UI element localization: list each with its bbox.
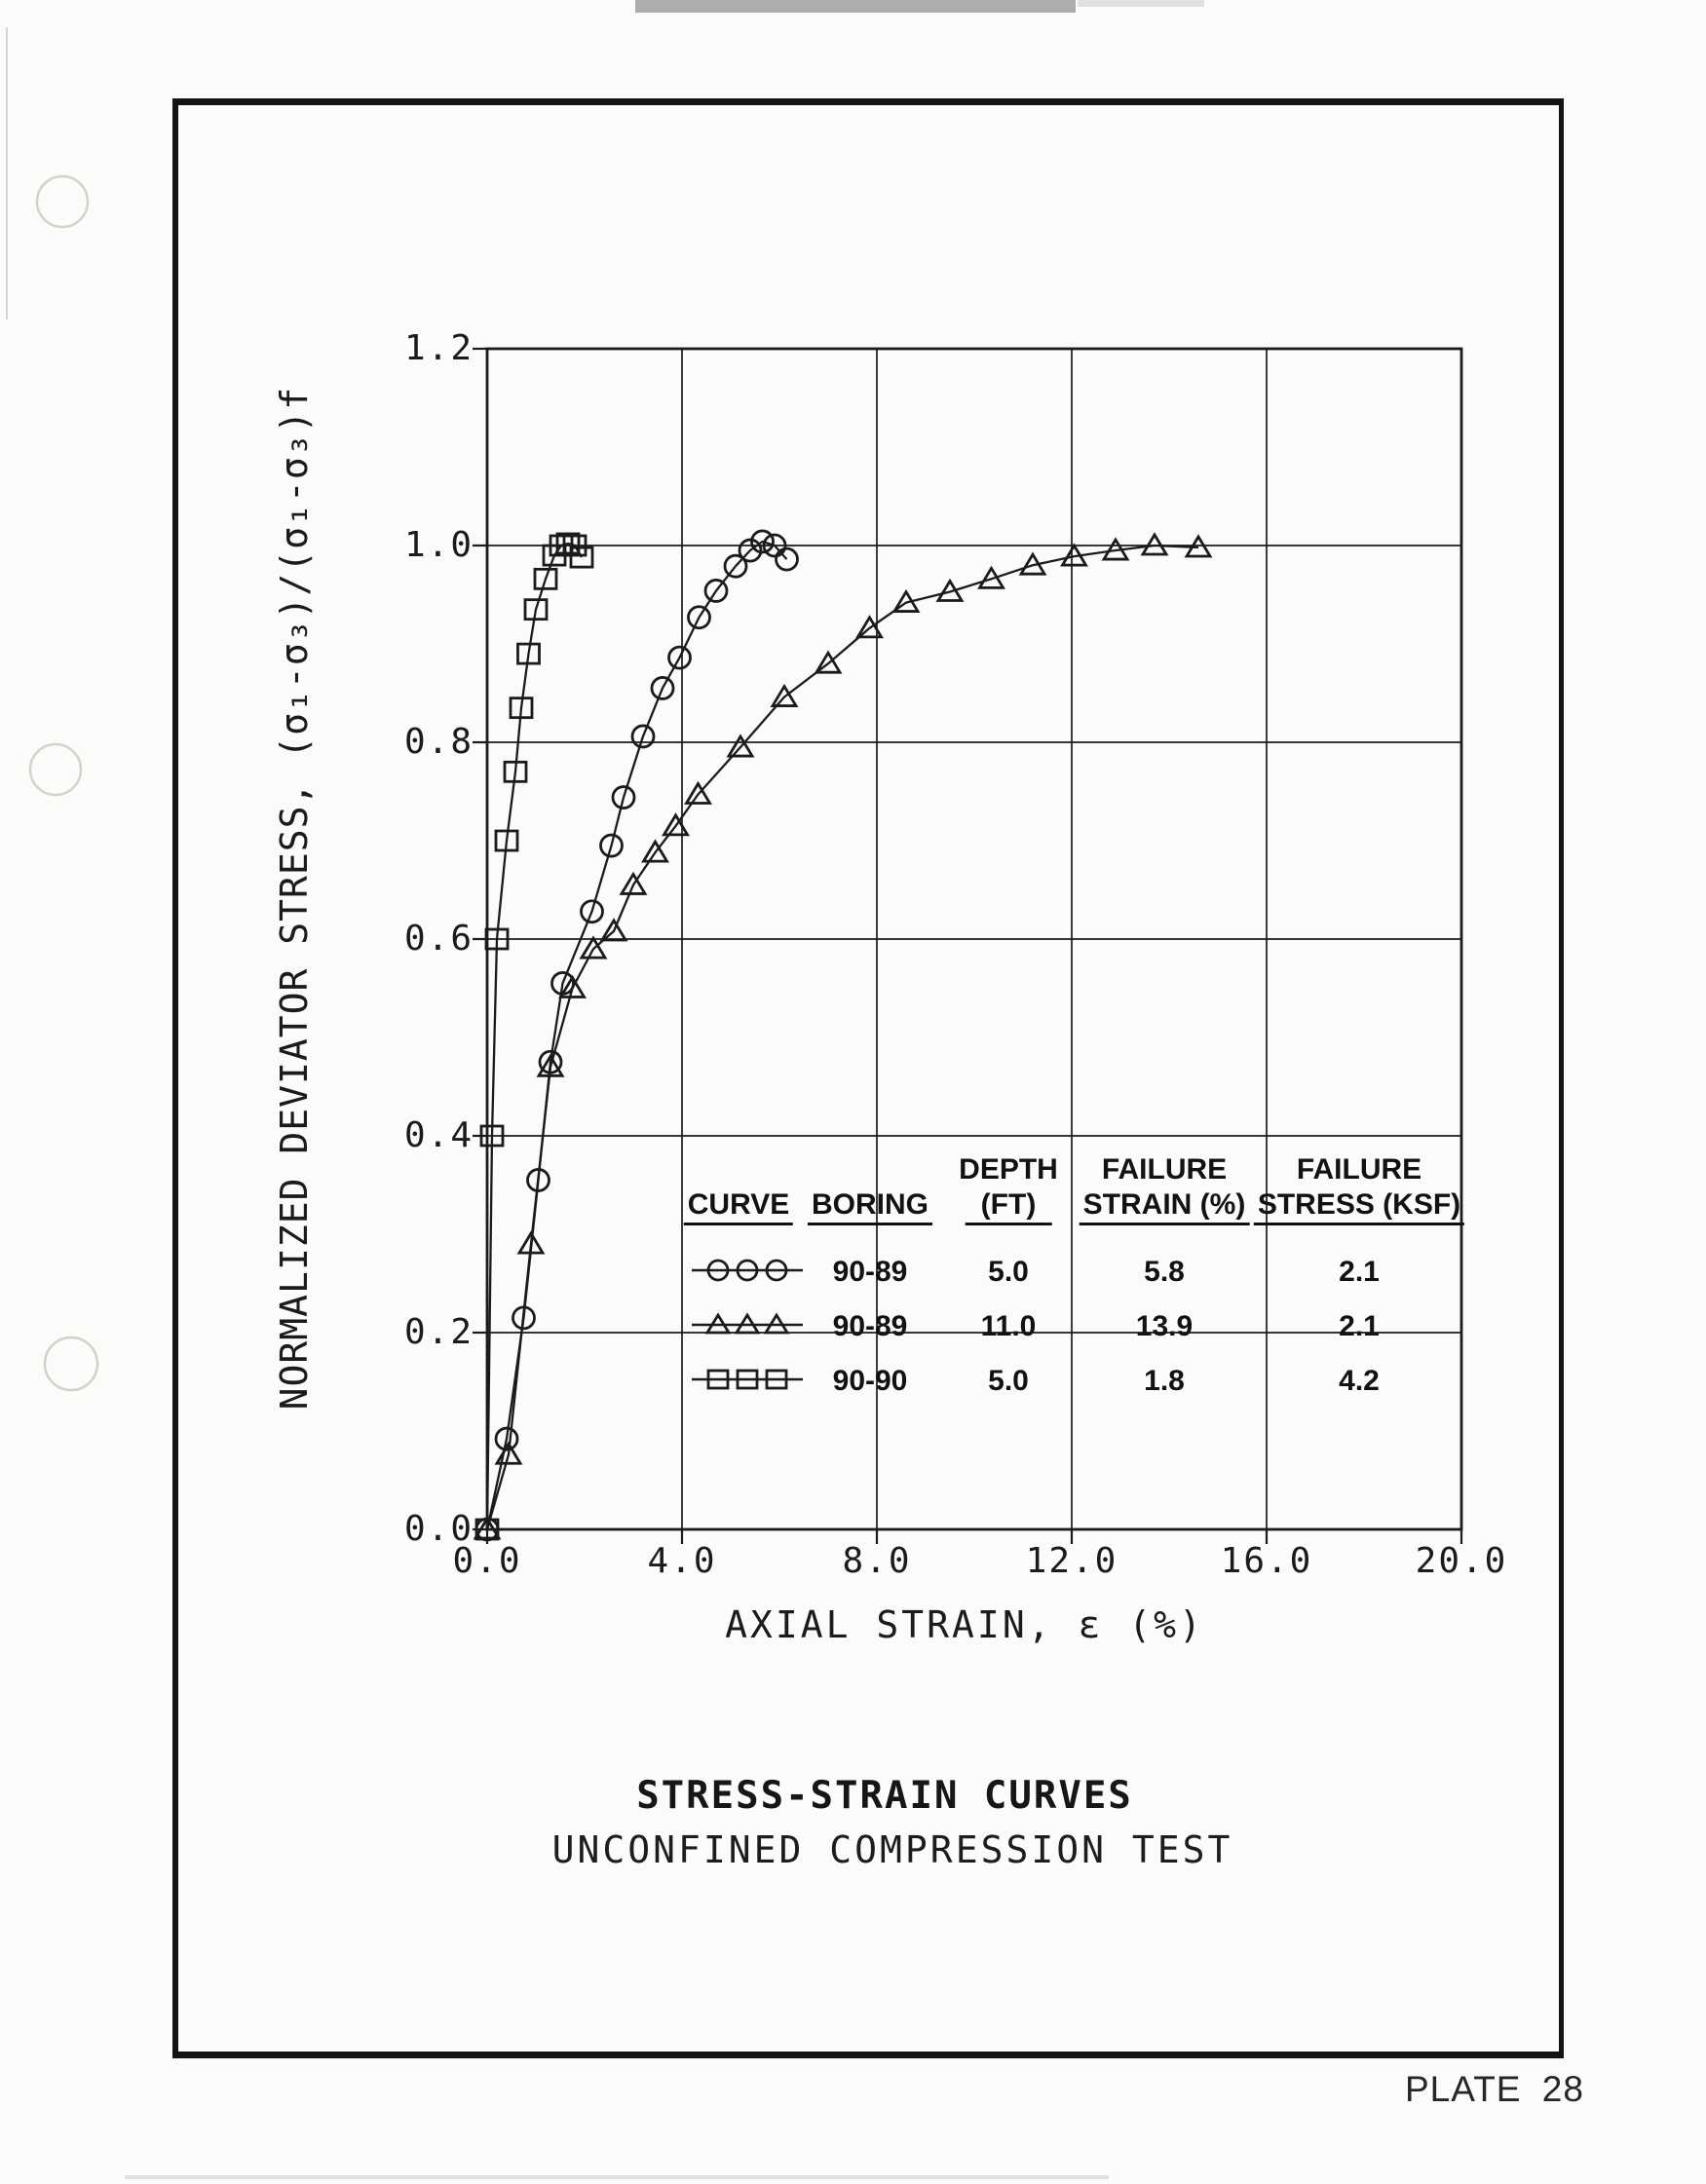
y-axis-title: NORMALIZED DEVIATOR STRESS, (σ₁-σ₃)/(σ₁-σ₃)f [273,386,316,1411]
legend-header-strain-line2: STRAIN (%) [1080,1188,1250,1225]
x-tick-label: 20.0 [1415,1541,1508,1581]
legend-header-depth-line2: (FT) [966,1188,1052,1225]
legend-cell-depth: 11.0 [980,1310,1037,1342]
y-tick-label: 0.2 [403,1312,474,1352]
legend-cell-strain: 1.8 [1144,1365,1185,1397]
legend-cell-stress: 2.1 [1339,1310,1380,1342]
hole-punch-mark-1 [37,176,88,227]
legend-cell-strain: 5.8 [1144,1256,1185,1288]
y-tick-label: 0.0 [403,1509,474,1549]
legend-cell-boring: 90-90 [832,1365,908,1397]
x-tick-label: 16.0 [1220,1541,1313,1581]
legend-cell-depth: 5.0 [988,1256,1029,1288]
y-tick-label: 1.0 [403,525,474,565]
hole-punch-mark-3 [45,1337,97,1390]
legend-header-boring: BORING [808,1188,932,1225]
scanner-line-left [6,27,8,320]
y-tick-label: 0.8 [403,722,474,762]
legend-header-stress-line2: STRESS (KSF) [1254,1188,1464,1225]
legend-cell-depth: 5.0 [988,1365,1029,1397]
x-tick-label: 12.0 [1025,1541,1118,1581]
legend-cell-strain: 13.9 [1135,1310,1194,1342]
x-tick-label: 8.0 [842,1541,912,1581]
legend-header-curve: CURVE [684,1188,793,1225]
plate-label: PLATE 28 [1405,2069,1584,2109]
legend-cell-stress: 2.1 [1339,1256,1380,1288]
legend-header-stress-line1: FAILURE [1296,1153,1422,1186]
y-tick-label: 0.6 [403,919,474,959]
x-axis-title: AXIAL STRAIN, ε (%) [725,1603,1204,1646]
chart-title: STRESS-STRAIN CURVES [636,1774,1133,1818]
legend-cell-boring: 90-89 [832,1256,908,1288]
x-tick-label: 4.0 [647,1541,717,1581]
x-tick-label: 0.0 [452,1541,522,1581]
legend-header-depth-line1: DEPTH [959,1153,1058,1186]
y-tick-label: 1.2 [403,328,474,368]
y-tick-label: 0.4 [403,1115,474,1155]
legend-cell-boring: 90-89 [832,1310,908,1342]
page-border [172,98,1564,2058]
legend-cell-stress: 4.2 [1339,1365,1380,1397]
scanner-streak-top-2 [1078,0,1204,7]
scanner-streak-bottom [125,2175,1109,2179]
chart-subtitle: UNCONFINED COMPRESSION TEST [551,1828,1233,1871]
legend-header-strain-line1: FAILURE [1101,1153,1228,1186]
hole-punch-mark-2 [30,744,81,795]
scanner-streak-top [635,0,1076,13]
